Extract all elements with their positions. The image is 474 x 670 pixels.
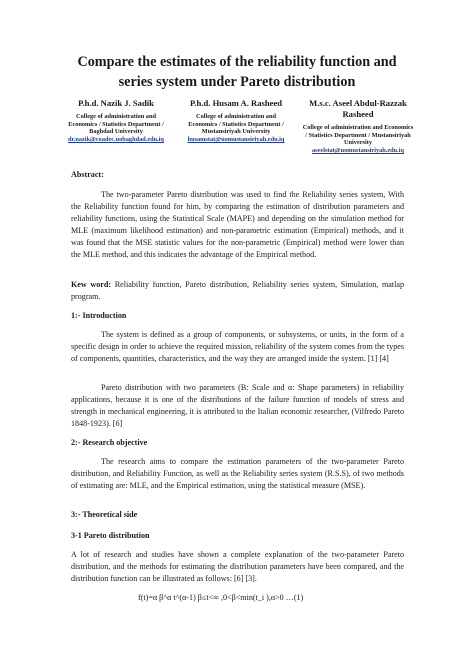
- author-affiliation: College of administration and Economics / Statistics Department / Baghdad University: [68, 113, 164, 136]
- author-block-3: [302, 98, 414, 155]
- author-name: P.h.d. Nazik J. Sadik: [78, 98, 154, 108]
- section-heading-introduction: 1:- Introduction: [71, 311, 127, 320]
- pareto-paragraph: A lot of research and studies have shown a complete explanation of the two-parameter Pareto distribution, and the methods for estimating the distribution parameters have been compared, and the distribution function can be illustrated as follows: [6] [3].: [71, 550, 404, 583]
- abstract-heading: Abstract:: [71, 170, 104, 179]
- equation-1: f(t)=α β^α t^(α-1) β≤t<∞ ,0<β<min⁡(t_i ),α>0 …(1): [138, 593, 304, 602]
- author-email-link[interactable]: dr.nazik@coadec.uobaghdad.edu.iq: [68, 136, 164, 144]
- keywords-label: Kew word:: [71, 280, 112, 289]
- author-email-link[interactable]: aseelstat@uomustansiriyah.edu.iq: [312, 147, 404, 155]
- section-heading-objective: 2:- Research objective: [71, 438, 148, 447]
- author-name: M.s.c. Aseel Abdul-Razzak Rasheed: [309, 98, 407, 119]
- author-name: P.h.d. Husam A. Rasheed: [189, 98, 283, 108]
- author-affiliation: College of administration and Economics / Statistics Department / Mustansiriyah University: [188, 113, 284, 136]
- objective-paragraph: The research aims to compare the estimation parameters of the two-parameter Pareto distribution, and Reliability Function, as well as the Reliability series system (R.S.S), of two methods of estimating are: MLE, and the Empirical estimation, using the statistical measure (MSE).: [71, 457, 404, 490]
- keywords-text: Reliability function, Pareto distribution, Reliability series system, Simulation, matlap program.: [71, 280, 405, 301]
- introduction-paragraph-2: Pareto distribution with two parameters (B: Scale and α: Shape parameters) in reliability applications, because it is one of the distributions of the failure function of models of stress and strength in mechanical engineering, it is attributed to the Italian economic researcher, (Vilfredo Pareto 1848-1923). [6]: [71, 383, 404, 428]
- keywords: [71, 279, 404, 303]
- paper-title: Compare the estimates of the reliability function and series system under Pareto distribution: [77, 54, 397, 90]
- subsection-heading-pareto: 3-1 Pareto distribution: [71, 531, 150, 540]
- section-heading-theoretical: 3:- Theoretical side: [71, 510, 138, 519]
- abstract-text: The two-parameter Pareto distribution was used to find the Reliability series system, With the Reliability function found for him, by comparing the estimation of distribution parameters and reliability functions, using the Statistical Scale (MAPE) and depending on the simulation method for MLE (maximum likelihood estimation) and non-parametric estimation (Empirical) methods, and it was found that the MSE statistic values for the non-parametric (Empirical) method were lower than the MLE method, and this indicates the advantage of the Empirical method.: [71, 190, 404, 259]
- author-email-link[interactable]: husamstat@uomustansiriyah.edu.iq: [187, 136, 285, 144]
- author-block-2: [182, 98, 290, 144]
- introduction-paragraph-1: The system is defined as a group of components, or subsystems, or units, in the form of a specific design in order to achieve the required mission, reliability of the system comes from the types of components, quantities, characteristics, and the way they are arranged inside the system. [1] [4]: [71, 330, 404, 363]
- author-block-1: [62, 98, 170, 144]
- author-affiliation: College of administration and Economics / Statistics Department / Mustansiriyah University: [302, 124, 414, 147]
